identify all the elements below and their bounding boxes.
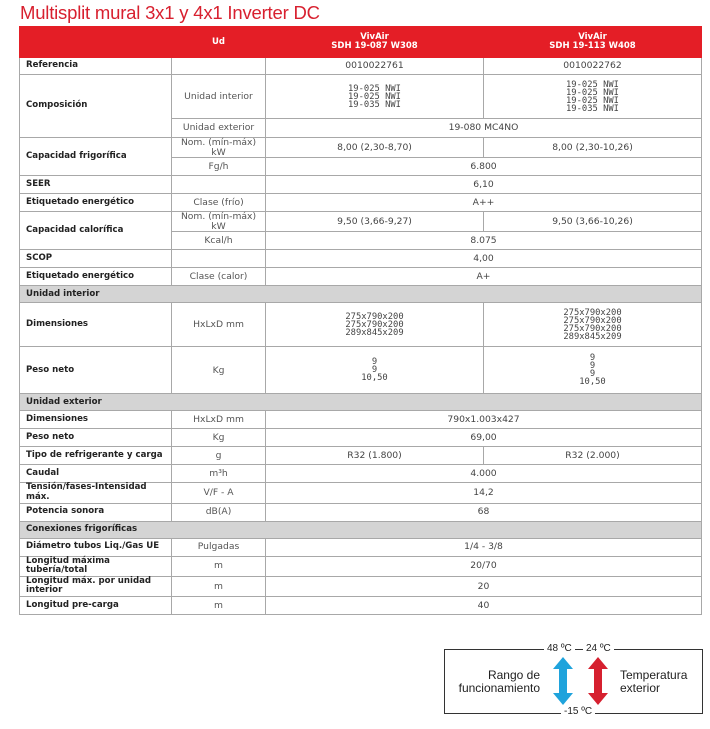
row-value: 0010022761 (266, 58, 484, 75)
heating-arrow-shape (588, 657, 608, 705)
header-model-1 (266, 27, 484, 58)
row-value: 20/70 (266, 556, 702, 576)
row-unit (172, 58, 266, 75)
table-row (20, 596, 702, 614)
composition-item: 19-025 NWI (566, 79, 619, 90)
row-value: 69,00 (266, 429, 702, 447)
section-row (20, 394, 702, 411)
weight-item: 9 (589, 369, 596, 380)
row-value (266, 75, 484, 119)
row-unit: Kcal/h (172, 232, 266, 250)
page-title: Multisplit mural 3x1 y 4x1 Inverter DC (20, 2, 320, 23)
table-row (20, 75, 702, 119)
row-unit: Kg (172, 429, 266, 447)
section-heading: Unidad interior (20, 286, 702, 303)
row-value: 1/4 - 3/8 (266, 538, 702, 556)
dimension-item: 275x790x200 (345, 311, 404, 322)
row-label: SCOP (20, 250, 172, 268)
table-row (20, 538, 702, 556)
header-model-2 (484, 27, 702, 58)
table-row (20, 465, 702, 483)
row-value: 6,10 (266, 176, 702, 194)
composition-item: 19-025 NWI (566, 87, 619, 98)
composition-item: 19-035 NWI (348, 99, 401, 110)
row-value: 6.800 (266, 158, 702, 176)
row-unit (172, 176, 266, 194)
table-row (20, 447, 702, 465)
row-unit (172, 250, 266, 268)
row-unit: HxLxD mm (172, 303, 266, 347)
row-value: 8,00 (2,30-8,70) (266, 138, 484, 158)
row-unit: m (172, 556, 266, 576)
row-unit: Unidad interior (172, 75, 266, 119)
row-label: Dimensiones (20, 303, 172, 347)
row-value: 9,50 (3,66-9,27) (266, 212, 484, 232)
weight-item: 9 (589, 353, 596, 364)
cooling-arrow-shape (553, 657, 573, 705)
operating-range-label (448, 669, 540, 695)
row-unit: Nom. (mín-máx) kW (172, 138, 266, 158)
table-row (20, 212, 702, 232)
row-unit: g (172, 447, 266, 465)
row-value: 68 (266, 503, 702, 521)
table-row (20, 576, 702, 596)
temp-max-cool-label: 48 ºC (544, 643, 575, 654)
table-row (20, 411, 702, 429)
row-unit: Pulgadas (172, 538, 266, 556)
weight-item: 10,50 (361, 373, 388, 384)
row-value: 8.075 (266, 232, 702, 250)
table-row (20, 194, 702, 212)
row-unit: m (172, 576, 266, 596)
row-value: 14,2 (266, 483, 702, 503)
model-2-code: SDH 19-113 W408 (549, 41, 636, 51)
row-value: 19-080 MC4NO (266, 119, 702, 138)
row-label: Diámetro tubos Liq./Gas UE (20, 538, 172, 556)
row-value: A++ (266, 194, 702, 212)
row-label: Dimensiones (20, 411, 172, 429)
row-value: A+ (266, 268, 702, 286)
row-label: Composición (20, 75, 172, 138)
row-value: 4,00 (266, 250, 702, 268)
outdoor-temperature-text: Temperatura exterior (620, 668, 688, 695)
row-value: 9,50 (3,66-10,26) (484, 212, 702, 232)
table-row (20, 58, 702, 75)
temp-min-label: -15 ºC (561, 706, 595, 717)
table-row (20, 429, 702, 447)
row-label: Potencia sonora (20, 503, 172, 521)
row-unit: m (172, 596, 266, 614)
row-value: 20 (266, 576, 702, 596)
row-value: 40 (266, 596, 702, 614)
weight-item: 9 (371, 365, 378, 376)
table-row (20, 347, 702, 394)
row-label: Referencia (20, 58, 172, 75)
weight-item: 9 (589, 361, 596, 372)
temp-max-heat-label: 24 ºC (583, 643, 614, 654)
row-label: Longitud máxima tubería/total (20, 556, 172, 576)
composition-item: 19-025 NWI (348, 83, 401, 94)
row-label: SEER (20, 176, 172, 194)
row-label: Tipo de refrigerante y carga (20, 447, 172, 465)
header-empty (20, 27, 172, 58)
row-value: R32 (2.000) (484, 447, 702, 465)
table-row (20, 556, 702, 576)
table-row (20, 483, 702, 503)
composition-item: 19-035 NWI (566, 103, 619, 114)
row-unit: V/F - A (172, 483, 266, 503)
model-1-code: SDH 19-087 W308 (331, 41, 418, 51)
section-row (20, 286, 702, 303)
operating-range-legend (444, 643, 703, 717)
row-value: 0010022762 (484, 58, 702, 75)
table-row (20, 176, 702, 194)
row-label: Caudal (20, 465, 172, 483)
row-value (266, 303, 484, 347)
row-label: Peso neto (20, 429, 172, 447)
row-value: 790x1.003x427 (266, 411, 702, 429)
table-row (20, 503, 702, 521)
row-value (484, 303, 702, 347)
row-label: Capacidad frigorífica (20, 138, 172, 176)
row-unit: Unidad exterior (172, 119, 266, 138)
outdoor-temperature-label (620, 669, 696, 695)
section-row (20, 521, 702, 538)
cooling-range-arrow-icon (552, 657, 574, 705)
operating-range-text: Rango de funcionamiento (458, 668, 540, 695)
model-2-brand: VivAir (578, 32, 607, 42)
composition-item: 19-025 NWI (566, 95, 619, 106)
row-unit: Fg/h (172, 158, 266, 176)
section-heading: Conexiones frigoríficas (20, 521, 702, 538)
table-row (20, 250, 702, 268)
row-value (484, 347, 702, 394)
composition-item: 19-025 NWI (348, 91, 401, 102)
row-unit: Clase (frío) (172, 194, 266, 212)
row-value (266, 347, 484, 394)
row-label: Capacidad calorífica (20, 212, 172, 250)
section-heading: Unidad exterior (20, 394, 702, 411)
weight-item: 9 (371, 357, 378, 368)
dimension-item: 289x845x209 (345, 327, 404, 338)
row-label: Etiquetado energético (20, 268, 172, 286)
table-row (20, 138, 702, 158)
dimension-item: 275x790x200 (345, 319, 404, 330)
row-unit: Kg (172, 347, 266, 394)
row-value: 8,00 (2,30-10,26) (484, 138, 702, 158)
heating-range-arrow-icon (587, 657, 609, 705)
row-value (484, 75, 702, 119)
row-label: Longitud pre-carga (20, 596, 172, 614)
row-label: Longitud máx. por unidad interior (20, 576, 172, 596)
row-value: 4.000 (266, 465, 702, 483)
table-row (20, 268, 702, 286)
spec-table (19, 26, 702, 615)
dimension-item: 275x790x200 (563, 307, 622, 318)
row-label: Etiquetado energético (20, 194, 172, 212)
row-unit: Nom. (mín-máx) kW (172, 212, 266, 232)
row-label: Peso neto (20, 347, 172, 394)
dimension-item: 289x845x209 (563, 331, 622, 342)
model-1-brand: VivAir (360, 32, 389, 42)
dimension-item: 275x790x200 (563, 315, 622, 326)
row-unit: m³h (172, 465, 266, 483)
row-value: R32 (1.800) (266, 447, 484, 465)
table-header-row (20, 27, 702, 58)
dimension-item: 275x790x200 (563, 323, 622, 334)
row-label: Tensión/fases-Intensidad máx. (20, 483, 172, 503)
row-unit: HxLxD mm (172, 411, 266, 429)
row-unit: dB(A) (172, 503, 266, 521)
header-ud: Ud (172, 27, 266, 58)
weight-item: 10,50 (579, 377, 606, 388)
table-row (20, 303, 702, 347)
row-unit: Clase (calor) (172, 268, 266, 286)
